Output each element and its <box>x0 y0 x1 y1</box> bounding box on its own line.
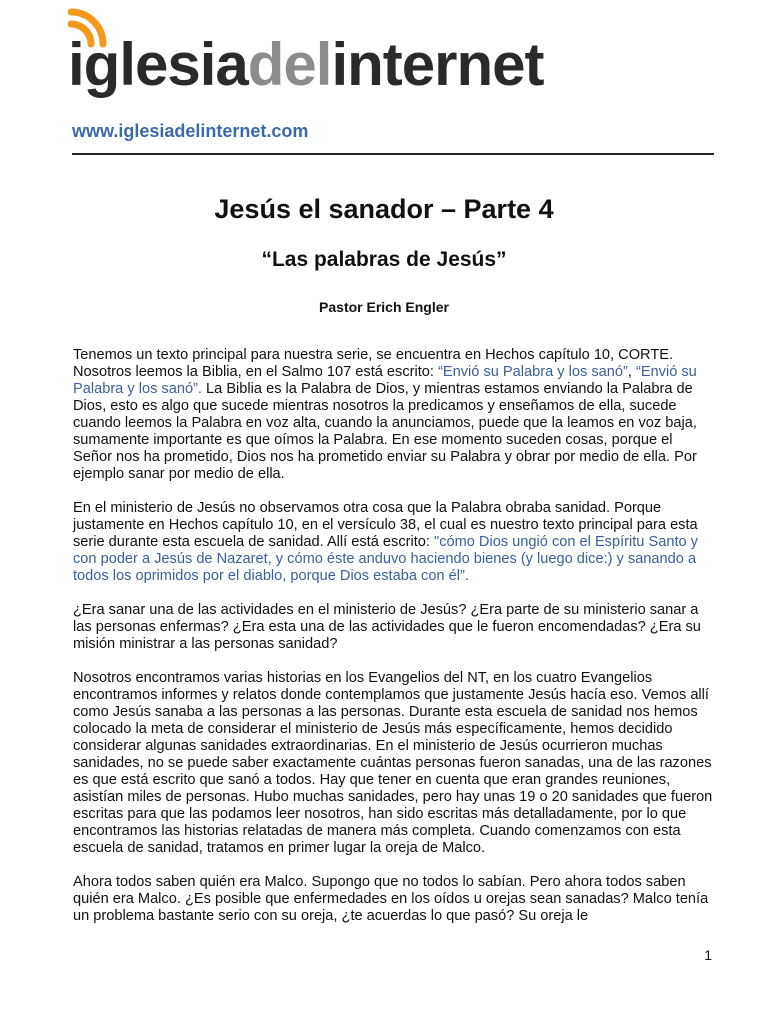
page-number: 1 <box>704 947 712 963</box>
logo-wordmark <box>68 30 544 100</box>
scripture-quote: “Envió su Palabra y los sanó”. <box>73 364 697 397</box>
paragraph-1: Tenemos un texto principal para nuestra serie, se encuentra en Hechos capítulo 10, CORTE. Nosotros leemos la Biblia, en el Salmo 107 está escrito: “Envió su Palabra y los sanó”, “Envió su Palabra y los sanó”. La Biblia es la Palabra de Dios, y mientras estamos enviando la Palabra de Dios, esto es algo que sucede mientras nosotros la predicamos y enseñamos de ella, sucede cuando leemos la Palabra en voz alta, cuando la anunciamos, puede que la leamos en voz baja, sumamente importante es que oímos la Palabra. En ese momento suceden cosas, porque el Señor nos ha prometido, Dios nos ha prometido enviar su Palabra y obrar por medio de ella. Por ejemplo sanar por medio de ella. <box>73 347 697 482</box>
document-subtitle: “Las palabras de Jesús” <box>261 248 507 271</box>
logo-part-iglesia: iglesia <box>68 31 248 98</box>
document-title: Jesús el sanador – Parte 4 <box>214 194 554 224</box>
scripture-quote: "cómo Dios ungió con el Espíritu Santo y con poder a Jesús de Nazaret, y cómo éste anduvo haciendo bienes (y luego dice:) y sanando a todos los oprimidos por el diablo, porque Dios estaba con él”. <box>73 534 698 584</box>
site-url-link[interactable]: www.iglesiadelinternet.com <box>72 121 309 141</box>
paragraph-5: Ahora todos saben quién era Malco. Supongo que no todos lo sabían. Pero ahora todos saben quién era Malco. ¿Es posible que enfermedades en los oídos u orejas sean sanadas? Malco tenía un problema bastante serio con su oreja, ¿te acuerdas lo que pasó? Su oreja le <box>73 874 709 924</box>
paragraph-3: ¿Era sanar una de las actividades en el ministerio de Jesús? ¿Era parte de su ministerio sanar a las personas enfermas? ¿Era esta una de las actividades que le fueron encomendadas? ¿Era su misión ministrar a las personas sanidad? <box>73 602 701 652</box>
header-divider <box>72 153 714 155</box>
logo-part-internet: internet <box>331 31 544 98</box>
logo-part-del: del <box>247 31 332 98</box>
scripture-quote: “Envió su Palabra y los sanó” <box>438 364 628 380</box>
document-body <box>73 347 715 942</box>
paragraph-4: Nosotros encontramos varias historias en los Evangelios del NT, en los cuatro Evangelios encontramos informes y relatos donde contemplamos que justamente Jesús hacía eso. Vemos allí como Jesús sanaba a las personas a las personas. Durante esta escuela de sanidad nos hemos colocado la meta de considerar el ministerio de Jesús más específicamente, hemos decidido considerar algunas sanidades extraordinarias. En el ministerio de Jesús ocurrieron muchas sanidades, no se puede saber exactamente cuántas personas fueron sanadas, una de las razones es que está escrito que sanó a todos. Hay que tener en cuenta que eran grandes reuniones, asistían miles de personas. Hubo muchas sanidades, pero hay unas 19 o 20 sanidades que fueron escritas para que las podamos leer nosotros, han sido escritas más detalladamente, por lo que encontramos las historias relatadas de manera más completa. Cuando comenzamos con esta escuela de sanidad, tratamos en primer lugar la oreja de Malco. <box>73 670 713 856</box>
document-author: Pastor Erich Engler <box>319 299 449 315</box>
paragraph-2: En el ministerio de Jesús no observamos otra cosa que la Palabra obraba sanidad. Porque justamente en Hechos capítulo 10, en el versículo 38, el cual es nuestro texto principal para esta serie durante esta escuela de sanidad. Allí está escrito: "cómo Dios ungió con el Espíritu Santo y con poder a Jesús de Nazaret, y cómo éste anduvo haciendo bienes (y luego dice:) y sanando a todos los oprimidos por el diablo, porque Dios estaba con él”. <box>73 500 698 584</box>
site-logo <box>68 8 688 98</box>
